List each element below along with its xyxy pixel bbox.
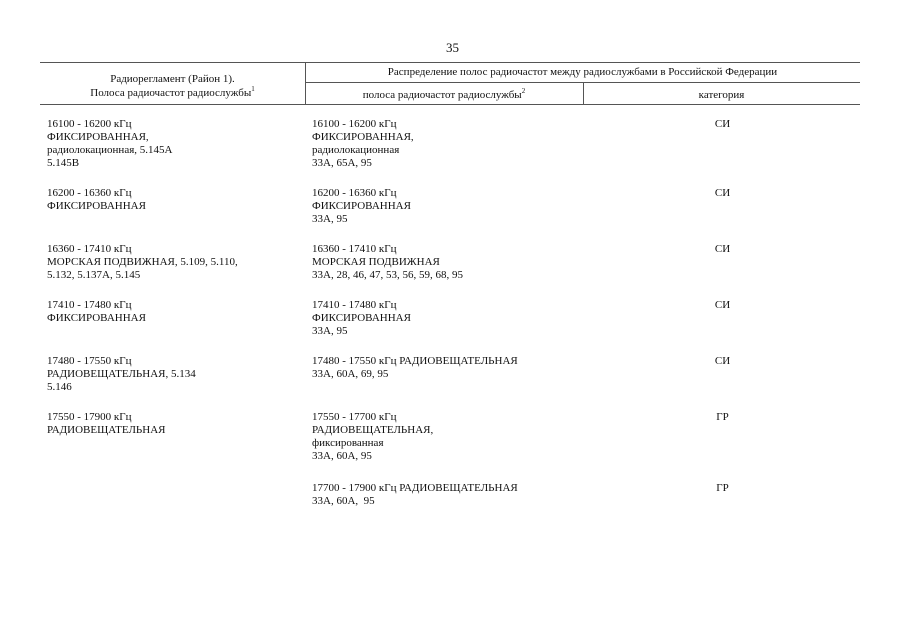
table-top-rule <box>40 62 860 63</box>
header-col-itu-line2-text: Полоса радиочастот радиослужбы <box>90 87 252 99</box>
rf-allocation-cell <box>312 411 580 463</box>
itu-allocation-cell <box>47 355 295 394</box>
allocation-table-body <box>0 118 905 522</box>
itu-allocation-cell-line: 5.146 <box>47 381 72 393</box>
rf-allocation-cell-line: 16360 - 17410 кГц <box>312 243 397 255</box>
footnote-marker-1: 1 <box>251 85 255 93</box>
itu-allocation-cell-line: 17550 - 17900 кГц <box>47 411 132 423</box>
header-col-rf-title: Распределение полос радиочастот между радиослужбами в Российской Федерации <box>387 66 778 78</box>
category-cell: СИ <box>714 187 731 199</box>
header-col-itu <box>40 72 305 100</box>
header-col-itu-line1: Радиорегламент (Район 1). <box>110 73 235 85</box>
rf-allocation-cell-line: 33А, 60А, 69, 95 <box>312 368 389 380</box>
itu-allocation-cell <box>47 187 295 213</box>
rf-allocation-cell-line: 17550 - 17700 кГц <box>312 411 397 423</box>
itu-allocation-cell-line: 16100 - 16200 кГц <box>47 118 132 130</box>
itu-allocation-cell-line: МОРСКАЯ ПОДВИЖНАЯ, 5.109, 5.110, <box>47 256 238 268</box>
table-row <box>0 355 905 411</box>
table-row <box>0 411 905 482</box>
itu-allocation-cell-line: ФИКСИРОВАННАЯ <box>47 312 146 324</box>
rf-allocation-cell-line: 17410 - 17480 кГц <box>312 299 397 311</box>
rf-allocation-cell <box>312 355 580 381</box>
itu-allocation-cell-line: 16200 - 16360 кГц <box>47 187 132 199</box>
category-cell: СИ <box>714 355 731 367</box>
itu-allocation-cell <box>47 411 295 437</box>
itu-allocation-cell <box>47 243 295 282</box>
header-col-rf-band-text: полоса радиочастот радиослужбы <box>362 89 522 101</box>
itu-allocation-cell-line: радиолокационная, 5.145А <box>47 144 173 156</box>
header-col-itu-line2 <box>40 86 305 100</box>
header-col-category: категория <box>698 89 745 101</box>
rf-allocation-cell <box>312 243 580 282</box>
category-cell: ГР <box>716 482 729 494</box>
category-cell: ГР <box>716 411 729 423</box>
rf-allocation-cell-line: ФИКСИРОВАННАЯ <box>312 200 411 212</box>
rf-allocation-cell <box>312 118 580 170</box>
itu-allocation-cell-line: РАДИОВЕЩАТЕЛЬНАЯ <box>47 424 166 436</box>
rf-allocation-cell <box>312 187 580 226</box>
itu-allocation-cell-line: 5.132, 5.137А, 5.145 <box>47 269 141 281</box>
table-row <box>0 243 905 299</box>
table-row <box>0 187 905 243</box>
rf-allocation-cell-line: 33А, 60А, 95 <box>312 495 375 507</box>
rf-allocation-cell-line: фиксированная <box>312 437 384 449</box>
category-cell: СИ <box>714 243 731 255</box>
table-row <box>0 118 905 187</box>
rf-allocation-cell-line: ФИКСИРОВАННАЯ, <box>312 131 414 143</box>
itu-allocation-cell-line: ФИКСИРОВАННАЯ <box>47 200 146 212</box>
category-cell: СИ <box>714 118 731 130</box>
rf-allocation-cell <box>312 299 580 338</box>
footnote-marker-2: 2 <box>521 87 526 95</box>
itu-allocation-cell-line: 17480 - 17550 кГц <box>47 355 132 367</box>
rf-allocation-cell-line: ФИКСИРОВАННАЯ <box>312 312 411 324</box>
table-row <box>0 299 905 355</box>
category-cell: СИ <box>714 299 731 311</box>
page-number: 35 <box>446 40 459 55</box>
table-row <box>0 482 905 522</box>
rf-allocation-cell-line: РАДИОВЕЩАТЕЛЬНАЯ, <box>312 424 434 436</box>
header-col-rf-band <box>305 88 583 102</box>
itu-allocation-cell-line: 16360 - 17410 кГц <box>47 243 132 255</box>
rf-allocation-cell-line: 16100 - 16200 кГц <box>312 118 397 130</box>
itu-allocation-cell <box>47 299 295 325</box>
itu-allocation-cell-line: 17410 - 17480 кГц <box>47 299 132 311</box>
itu-allocation-cell-line: ФИКСИРОВАННАЯ, <box>47 131 149 143</box>
rf-allocation-cell-line: 33А, 60А, 95 <box>312 450 372 462</box>
rf-allocation-cell-line: МОРСКАЯ ПОДВИЖНАЯ <box>312 256 440 268</box>
itu-allocation-cell-line: 5.145В <box>47 157 80 169</box>
rf-allocation-cell-line: радиолокационная <box>312 144 400 156</box>
rf-allocation-cell-line: 17700 - 17900 кГц РАДИОВЕЩАТЕЛЬНАЯ <box>312 482 518 494</box>
rf-allocation-cell-line: 33А, 28, 46, 47, 53, 56, 59, 68, 95 <box>312 269 463 281</box>
itu-allocation-cell <box>47 118 295 170</box>
rf-allocation-cell-line: 17480 - 17550 кГц РАДИОВЕЩАТЕЛЬНАЯ <box>312 355 518 367</box>
rf-allocation-cell-line: 33А, 65А, 95 <box>312 157 372 169</box>
itu-allocation-cell-line: РАДИОВЕЩАТЕЛЬНАЯ, 5.134 <box>47 368 196 380</box>
rf-allocation-cell-line: 33А, 95 <box>312 213 348 225</box>
rf-allocation-cell <box>312 482 580 508</box>
rf-allocation-cell-line: 33А, 95 <box>312 325 348 337</box>
rf-allocation-cell-line: 16200 - 16360 кГц <box>312 187 397 199</box>
header-bottom-rule <box>40 104 860 105</box>
